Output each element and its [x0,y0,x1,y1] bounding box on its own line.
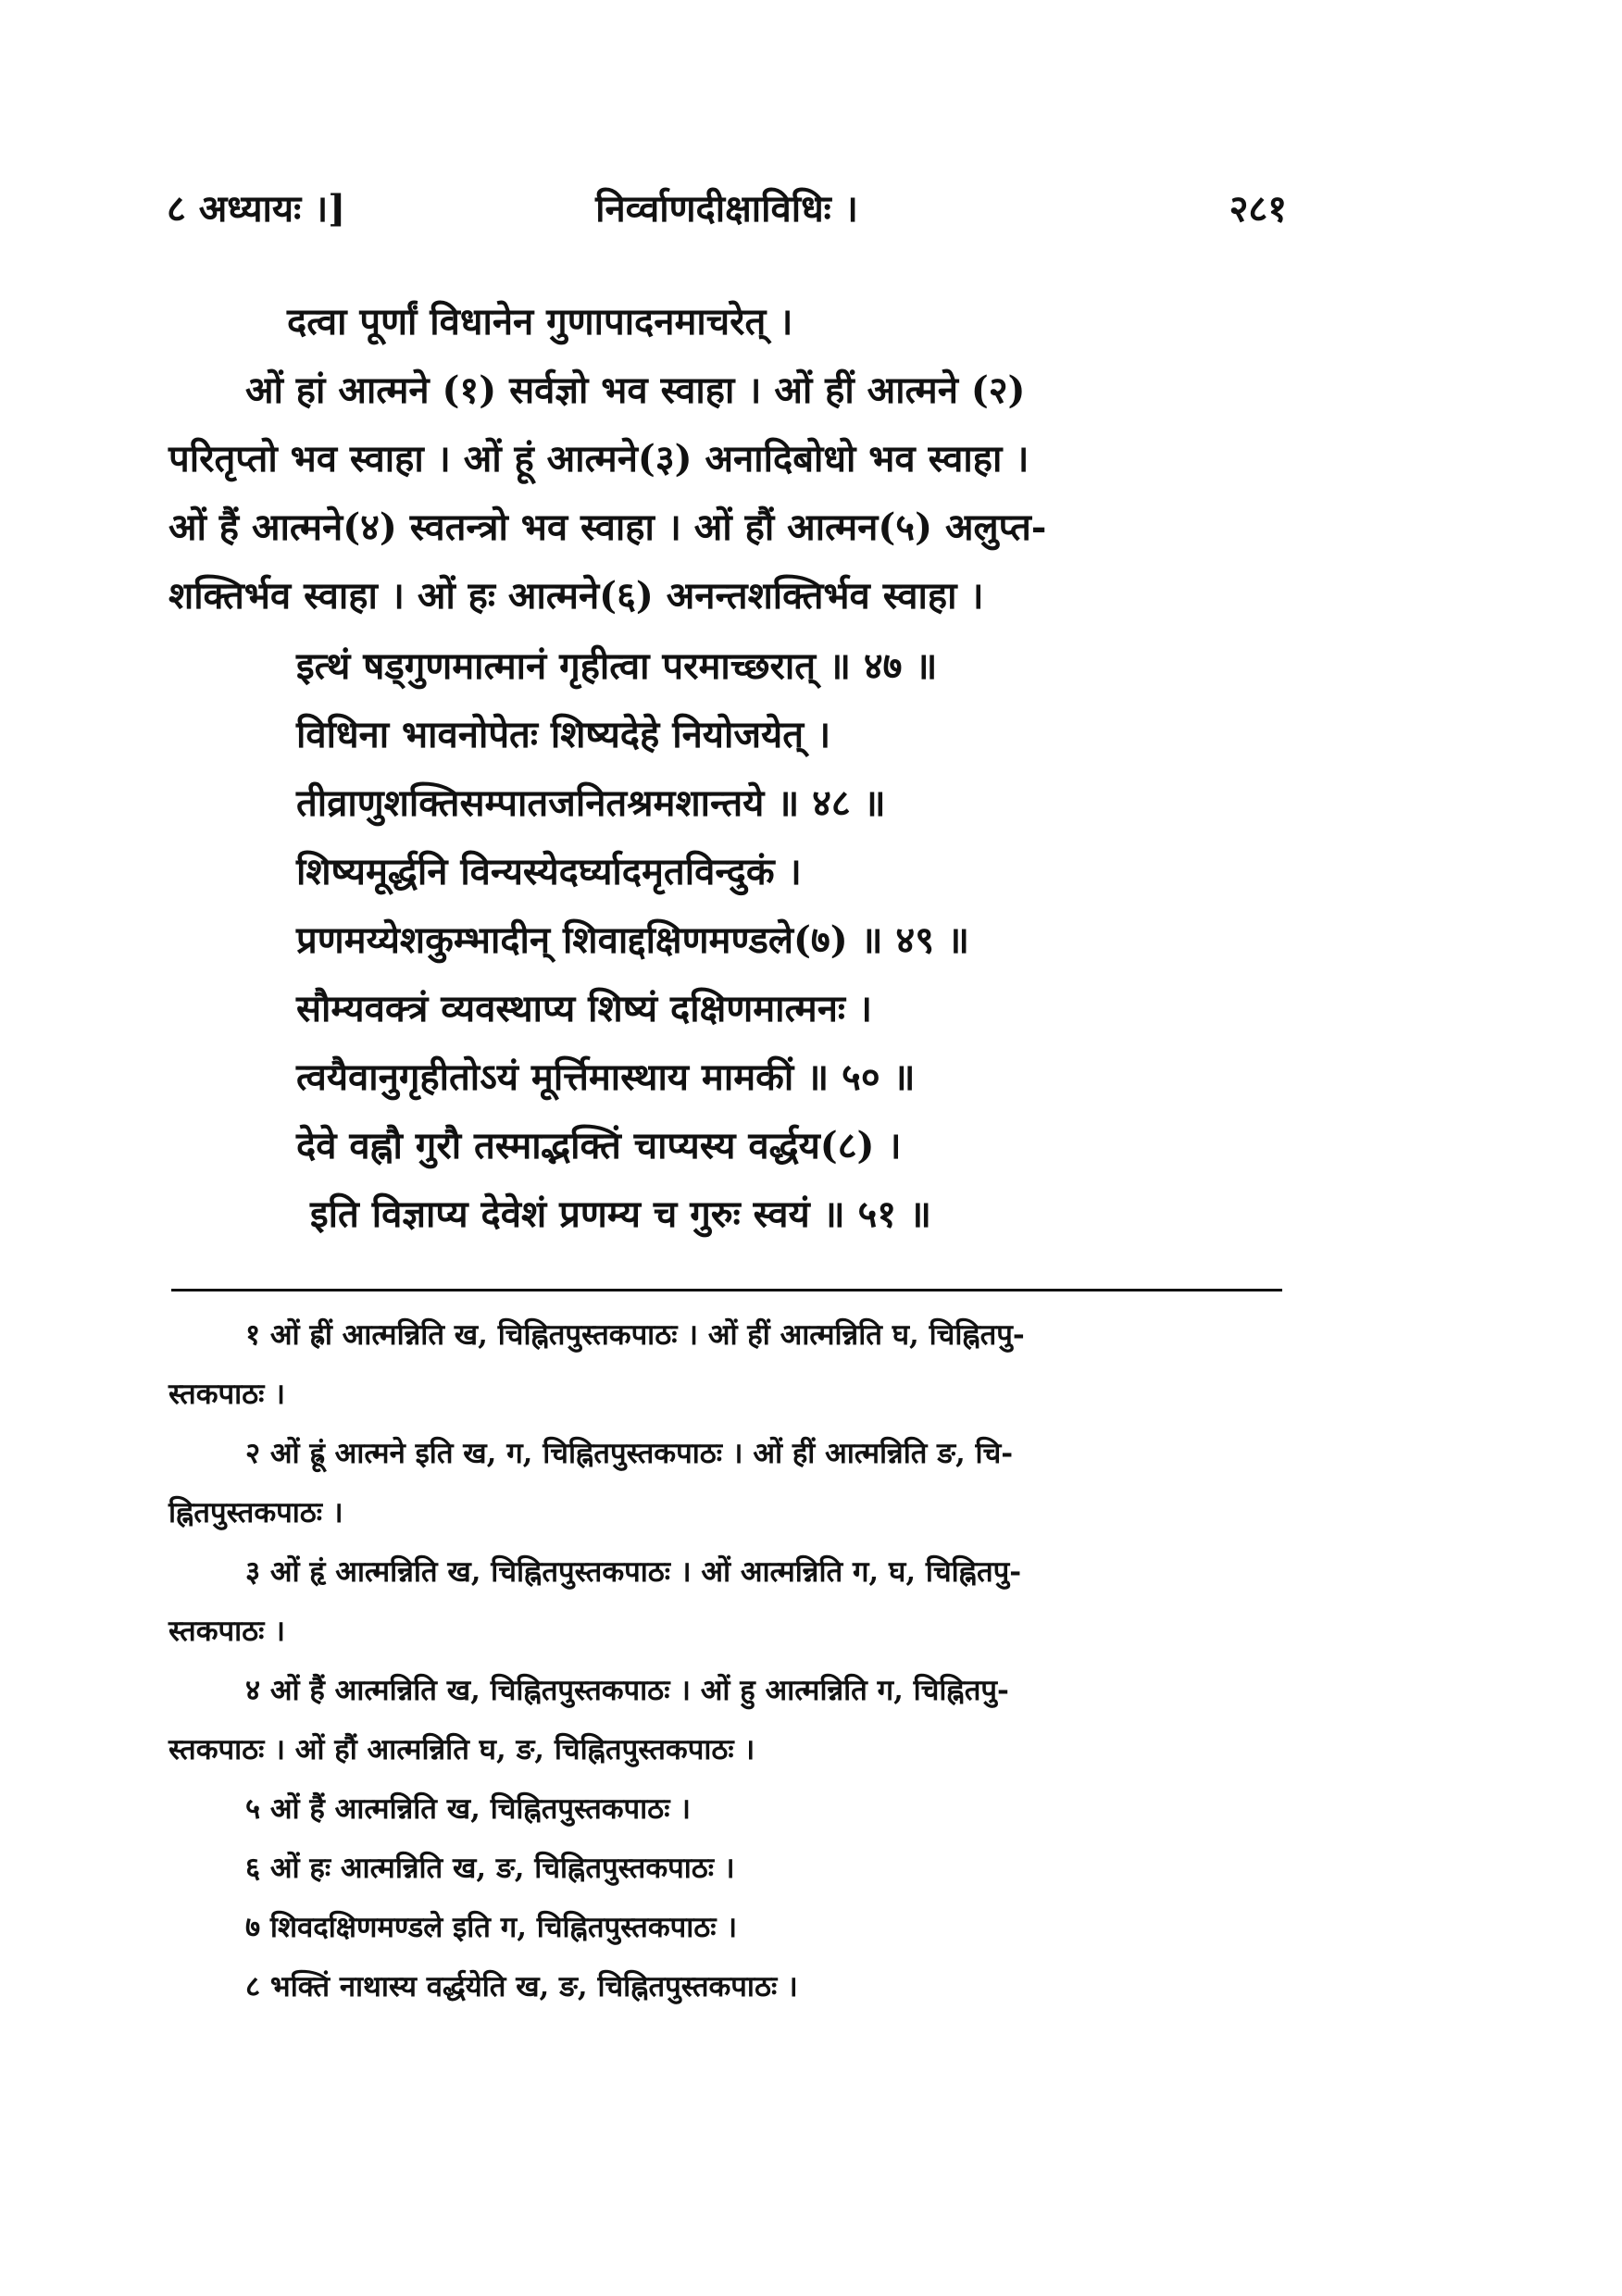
footnote-line: स्तकपाठः । [168,1378,285,1411]
verse-line: तीव्राणुशक्तिसम्पातजनितश्रमशान्तये ॥ ४८ ॥ [296,781,886,825]
verse-line: इति विज्ञाप्य देवेशं प्रणम्य च गुरुः स्वयं ॥ ५१ ॥ [310,1192,931,1236]
body-line: ओं हैं आत्मने(४) स्वतन्त्रो भव स्वाहा । ओं हौं आत्मन(५) अलुप्त- [168,505,1047,549]
verse-line: शिष्यमूर्द्धनि विन्यस्येदर्घ्यादमृतविन्दुकं । [296,850,802,893]
body-line: परितृप्तो भव स्वाहा । ओं हूं आत्मने(३) अनादिबोधो भव स्वाहा । [168,437,1029,480]
body-line: शक्तिर्भव स्वाहा । ओं हः आत्मने(६) अनन्तशक्तिर्भव स्वाहा । [168,574,984,618]
footnote-line: ह्नितपुस्तकपाठः । [168,1496,343,1529]
chapter-label: ८ अध्यायः ।] [167,187,346,231]
footnote-line: ८ भक्तिं नाथास्य वर्द्धयेति ख, ङ, चिह्नितपुस्तकपाठः । [245,1970,798,2003]
page-number: २८१ [1229,187,1287,231]
footnote-line: स्तकपाठः । ओं हौं आत्मन्निति घ, ङ, चिह्नितपुस्तकपाठः । [168,1733,755,1766]
verse-line: त्वयैवानुगृहीतोऽयं मूर्त्तिमास्थाय मामकीं ॥ ५० ॥ [296,1055,916,1099]
footnote-line: १ ओं ह्रीं आत्मन्निति ख, चिह्नितपुस्तकपाठः । ओं हीं आत्मन्निति घ, चिह्नितपु- [245,1318,1025,1352]
footnote-divider [171,1289,1282,1292]
footnote-line: ६ ओं हः आत्मन्निति ख, ङ, चिह्नितपुस्तकपाठः । [245,1852,735,1885]
body-line: ओं हां आत्मने (१) सर्वज्ञो भव स्वाहा । ओं हीं आत्मने (२) [245,368,1026,412]
verse-line: विधिना भावनोपेतः शिष्यदेहे नियोजयेत् । [296,713,831,756]
footnote-line: ३ ओं हृं आत्मन्निति ख, चिह्नितपुस्तकपाठः । ओं आत्मन्निति ग, घ, चिह्नितपु- [245,1555,1022,1589]
footnote-line: ७ शिवदक्षिणमण्डले इति ग, चिह्नितपुस्तकपाठः । [245,1911,738,1944]
verse-line: प्रणमय्येशकुम्भादीन् शिवाद्दक्षिणमण्डले(७) ॥ ४९ ॥ [296,918,969,962]
body-line: दत्वा पूर्णां विधानेन गुणापादनमाचरेत् । [287,300,793,343]
verse-line: सौम्यवक्त्रं व्यवस्थाप्य शिष्यं दक्षिणमात्मनः । [296,987,873,1030]
running-header [167,181,1287,237]
verse-line: देवे वह्नौ गुरौ तस्माद्भक्तिं चाप्यस्य वर्द्धय(८) । [296,1124,902,1167]
page-title: निर्व्वाणदीक्षाविधिः । [595,187,858,231]
footnote-line: २ ओं ह्रूं आत्मने इति ख, ग, चिह्नितपुस्तकपाठः । ओं हीं आत्मन्निति ङ, चि- [245,1437,1014,1470]
footnote-line: ४ ओं हैं आत्मन्निति ख, चिह्नितपुस्तकपाठः । ओं हु आत्मन्निति ग, चिह्नितपु- [245,1674,1009,1707]
footnote-line: ५ ओं हैं आत्मन्निति ख, चिह्नितपुस्तकपाठः । [245,1792,691,1826]
verse-line: इत्थं षड्गुणमात्मानं गृहीत्वा परमाच्छरात् ॥ ४७ ॥ [296,644,938,688]
footnote-line: स्तकपाठः । [168,1615,285,1648]
